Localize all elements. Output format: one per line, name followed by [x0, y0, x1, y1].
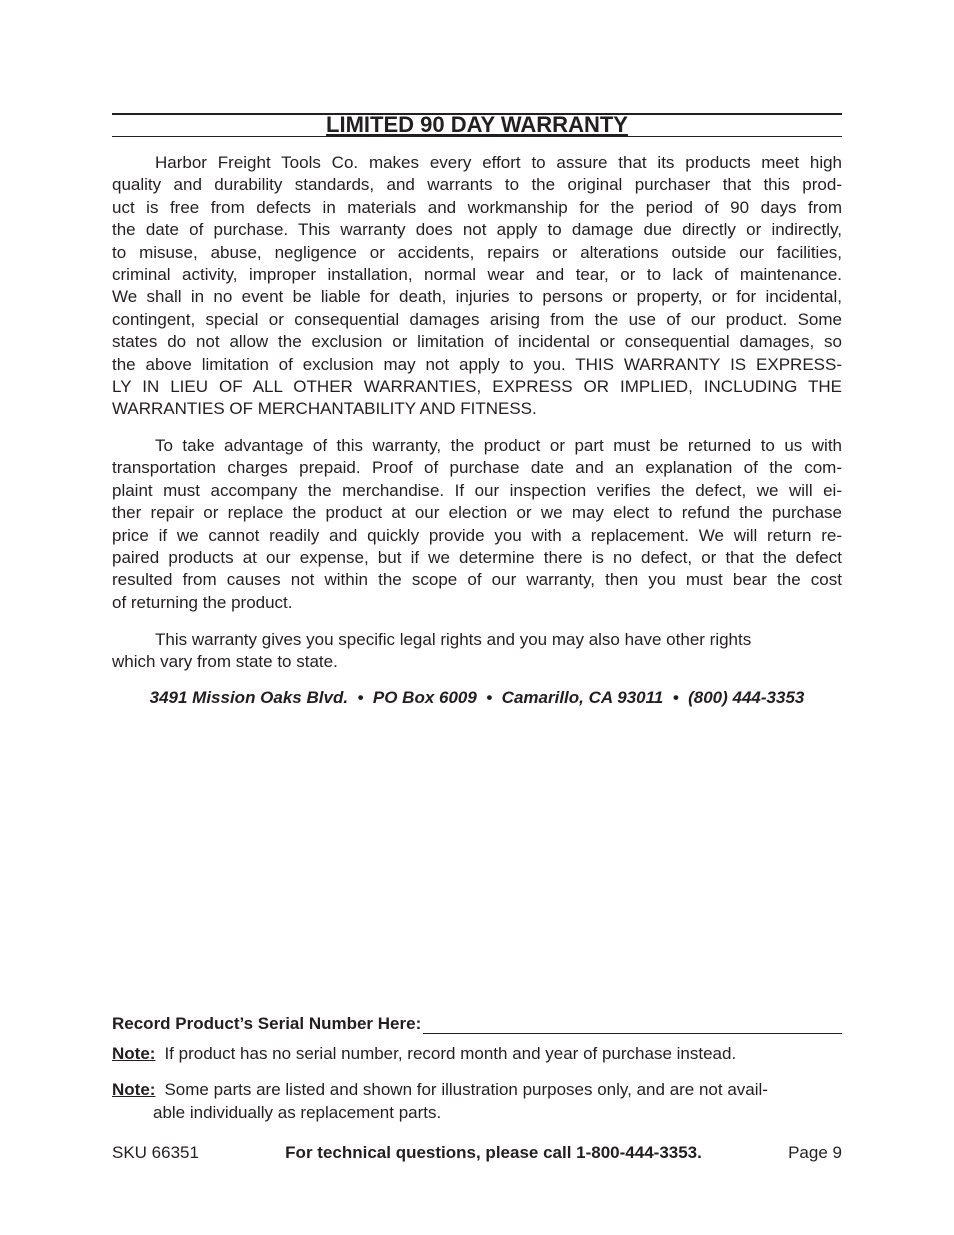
- footer-sku: SKU 66351: [112, 1143, 199, 1162]
- paragraph-line: To take advantage of this warranty, the product or part must be returned to us with: [155, 436, 842, 455]
- paragraph-line: of returning the product.: [112, 592, 293, 612]
- note-text: If product has no serial number, record month and year of purchase instead.: [164, 1044, 737, 1063]
- paragraph-line: resulted from causes not within the scope of our warranty, then you must bear the cost: [112, 570, 842, 590]
- paragraph-line: paired products at our expense, but if we determine there is no defect, or that the defect: [112, 548, 842, 568]
- note-label: Note:: [112, 1044, 156, 1063]
- paragraph-line: Harbor Freight Tools Co. makes every effort to assure that its products meet high: [155, 153, 842, 172]
- paragraph-line: We shall in no event be liable for death, injuries to persons or property, or for incidental,: [112, 287, 842, 307]
- paragraph-line: ther repair or replace the product at our election or we may elect to refund the purchase: [112, 503, 842, 523]
- footer-page-number: Page 9: [788, 1143, 842, 1162]
- heading-bottom-rule: [112, 136, 842, 137]
- note-serial: [112, 1042, 842, 1065]
- paragraph-line: the date of purchase. This warranty does not apply to damage due directly or indirectly,: [112, 220, 842, 240]
- paragraph-line: contingent, special or consequential damages arising from the use of our product. Some: [112, 309, 842, 329]
- serial-number-label: Record Product’s Serial Number Here:: [112, 1014, 422, 1033]
- paragraph-line: WARRANTIES OF MERCHANTABILITY AND FITNESS.: [112, 399, 537, 419]
- paragraph-line: LY IN LIEU OF ALL OTHER WARRANTIES, EXPRESS OR IMPLIED, INCLUDING THE: [112, 377, 842, 397]
- company-address: 3491 Mission Oaks Blvd. • PO Box 6009 • Camarillo, CA 93011 • (800) 444-3353: [149, 688, 805, 707]
- paragraph-line: This warranty gives you specific legal rights and you may also have other rights: [155, 630, 752, 649]
- note-text: Some parts are listed and shown for illustration purposes only, and are not avail-: [164, 1080, 768, 1099]
- paragraph-line: uct is free from defects in materials and workmanship for the period of 90 days from: [112, 197, 842, 217]
- paragraph-line: price if we cannot readily and quickly provide you with a replacement. We will return re-: [112, 525, 842, 545]
- note-label: Note:: [112, 1080, 156, 1099]
- warranty-paragraph-3: [112, 629, 842, 674]
- note-parts: [112, 1078, 842, 1124]
- serial-number-blank-line: [423, 1013, 842, 1034]
- paragraph-line: which vary from state to state.: [112, 652, 338, 672]
- page-footer: [112, 1143, 842, 1163]
- paragraph-line: to misuse, abuse, negligence or accidents, repairs or alterations outside our facilities,: [112, 242, 842, 262]
- warranty-paragraph-1: [112, 152, 842, 421]
- paragraph-line: the above limitation of exclusion may not apply to you. THIS WARRANTY IS EXPRESS-: [112, 354, 842, 374]
- warranty-paragraph-2: [112, 435, 842, 614]
- footer-contact: For technical questions, please call 1-800-444-3353.: [285, 1143, 702, 1162]
- note-text-continued: able individually as replacement parts.: [153, 1103, 442, 1122]
- paragraph-line: plaint must accompany the merchandise. If our inspection verifies the defect, we will ei-: [112, 480, 842, 500]
- paragraph-line: criminal activity, improper installation, normal wear and tear, or to lack of maintenance.: [112, 265, 842, 285]
- paragraph-line: transportation charges prepaid. Proof of purchase date and an explanation of the com-: [112, 458, 842, 478]
- serial-number-record: [112, 1013, 842, 1034]
- paragraph-line: quality and durability standards, and warrants to the original purchaser that this prod-: [112, 175, 842, 195]
- warranty-heading: LIMITED 90 DAY WARRANTY: [326, 112, 628, 137]
- paragraph-line: states do not allow the exclusion or limitation of incidental or consequential damages, so: [112, 332, 842, 352]
